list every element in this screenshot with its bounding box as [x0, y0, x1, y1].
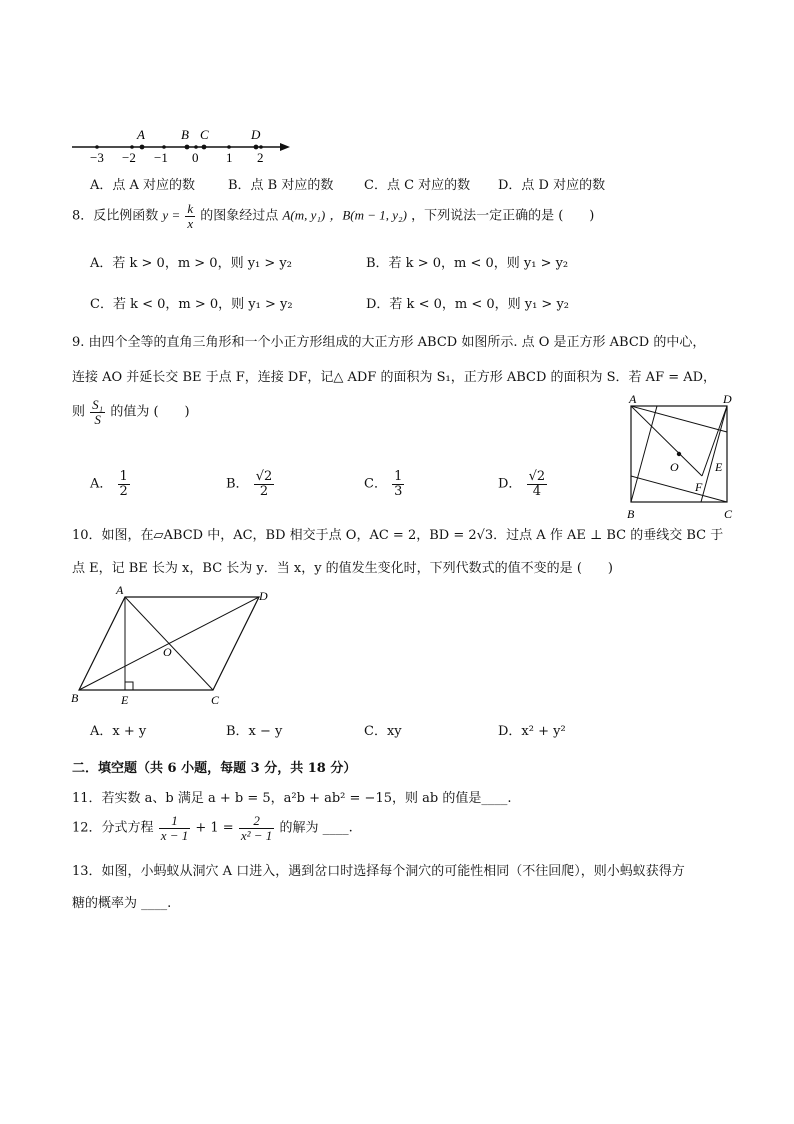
segment: [701, 406, 727, 502]
segment: [631, 406, 727, 432]
label-f: F: [695, 480, 703, 494]
label-b: B: [71, 691, 79, 705]
q8-point-a: A(m, y₁): [282, 207, 326, 223]
tick-dot: [130, 145, 134, 149]
q8-tail: ，下列说法一定正确的是 ( ): [411, 208, 595, 224]
q9-line-3: [72, 398, 190, 426]
q9-option-a-label: A．: [90, 476, 113, 492]
q12-fraction-1-den: x − 1: [160, 827, 189, 843]
point-a-dot: [140, 145, 145, 150]
q9-option-c-label: C．: [364, 476, 387, 492]
q9-option-a-fraction: [118, 470, 130, 498]
label-a: A: [629, 392, 637, 406]
q8-mid: 的图象经过点: [200, 208, 279, 224]
q8-func-den: x: [187, 215, 194, 231]
tick-label: −3: [90, 150, 104, 165]
q10-line-1: 10．如图，在▱ABCD 中，AC，BD 相交于点 O，AC = 2，BD = 2√3．过点 A 作 AE ⊥ BC 的垂线交 BC 于: [72, 528, 724, 543]
q8-func-num: k: [187, 201, 194, 216]
number-line-figure: [68, 122, 300, 168]
q9-option-b-num: √2: [255, 469, 273, 484]
q9-option-b[interactable]: [226, 470, 275, 498]
q12-fraction-2-num: 2: [239, 814, 274, 829]
q8-point-b: ，B(m − 1, y₂): [329, 207, 407, 223]
q7-option-a[interactable]: A．点 A 对应的数: [90, 178, 196, 193]
q12-fraction-1-num: 1: [159, 814, 191, 829]
tick-label: −2: [122, 150, 136, 165]
q9-option-c-den: 3: [394, 483, 403, 499]
label-c: C: [211, 693, 220, 707]
q9-option-d-num: √2: [528, 469, 546, 484]
q8-option-b[interactable]: B．若 k > 0，m < 0，则 y₁ > y₂: [366, 256, 569, 271]
q9-option-d-fraction: [527, 470, 548, 498]
q9-option-c[interactable]: [364, 470, 405, 498]
label-o: O: [670, 460, 679, 474]
point-label-d: D: [251, 127, 261, 142]
q12-mid: + 1 =: [195, 820, 234, 836]
q9-option-d[interactable]: [498, 470, 548, 498]
q8-option-c[interactable]: C．若 k < 0，m > 0，则 y₁ > y₂: [90, 297, 293, 312]
label-c: C: [724, 507, 733, 521]
center-o-dot: [677, 452, 681, 456]
q10-line-2: 点 E，记 BE 长为 x，BC 长为 y．当 x，y 的值发生变化时，下列代数式的值不变的是 ( ): [72, 561, 613, 576]
label-b: B: [627, 507, 635, 521]
point-label-a: A: [137, 127, 145, 142]
section-title: 二．填空题（共 6 小题，每题 3 分，共 18 分）: [72, 761, 357, 776]
tick-dot: [194, 145, 198, 149]
q10-option-d[interactable]: D．x² + y²: [498, 724, 566, 739]
q9-option-b-label: B．: [226, 476, 249, 492]
q7-option-d[interactable]: D．点 D 对应的数: [498, 178, 606, 193]
q12-fraction-1: [159, 814, 191, 842]
q8-func-fraction: [185, 202, 195, 230]
q10-option-b[interactable]: B．x − y: [226, 724, 283, 739]
label-o: O: [163, 645, 172, 659]
tick-dot: [162, 145, 166, 149]
q9-option-c-fraction: [392, 470, 404, 498]
q12-suffix: 的解为 ____.: [279, 820, 353, 836]
q7-option-c[interactable]: C．点 C 对应的数: [364, 178, 471, 193]
q8-prefix: 8．反比例函数: [72, 208, 159, 224]
q12-text: [72, 814, 353, 842]
q12-fraction-2: [239, 814, 274, 842]
segment: [631, 406, 657, 502]
diagonal-bd: [79, 597, 259, 690]
q12-fraction-2-den: x² − 1: [240, 827, 273, 843]
point-c-dot: [202, 145, 207, 150]
point-d-dot: [254, 145, 259, 150]
point-b-dot: [185, 145, 190, 150]
label-d: D: [259, 589, 268, 603]
q8-stem: [72, 202, 594, 230]
q8-func-lhs: y =: [162, 207, 181, 223]
q9-option-a[interactable]: [90, 470, 131, 498]
tick-dot: [95, 145, 99, 149]
point-label-c: C: [200, 127, 209, 142]
q12-prefix: 12．分式方程: [72, 820, 154, 836]
q9-square-figure: [620, 392, 744, 522]
q10-parallelogram-figure: [68, 582, 278, 710]
tick-label: −1: [154, 150, 168, 165]
tick-label: 2: [257, 150, 264, 165]
q8-option-a[interactable]: A．若 k > 0，m > 0，则 y₁ > y₂: [90, 256, 292, 271]
q9-option-d-label: D．: [498, 476, 522, 492]
label-e: E: [121, 693, 129, 707]
q9-line-1: 9. 由四个全等的直角三角形和一个小正方形组成的大正方形 ABCD 如图所示. 点 O 是正方形 ABCD 的中心，: [72, 335, 706, 350]
label-d: D: [723, 392, 732, 406]
label-e: E: [715, 460, 723, 474]
tick-dot: [227, 145, 231, 149]
q13-line-1: 13．如图，小蚂蚁从洞穴 A 口进入，遇到岔口时选择每个洞穴的可能性相同（不往回爬），则小蚂蚁获得方: [72, 864, 685, 879]
q9-line-2: 连接 AO 并延长交 BE 于点 F，连接 DF，记△ ADF 的面积为 S₁，正方形 ABCD 的面积为 S．若 AF = AD，: [72, 370, 717, 385]
tick-label: 0: [192, 150, 199, 165]
q9-ratio-num: S₁: [92, 397, 104, 412]
q8-option-d[interactable]: D．若 k < 0，m < 0，则 y₁ > y₂: [366, 297, 570, 312]
segment: [631, 476, 727, 502]
right-angle-mark: [125, 682, 133, 690]
q9-line3-suffix: 的值为 ( ): [110, 404, 190, 420]
q10-option-c[interactable]: C．xy: [364, 724, 402, 739]
q9-option-a-num: 1: [119, 469, 128, 484]
tick-label: 1: [226, 150, 233, 165]
q9-option-d-den: 4: [532, 483, 541, 499]
q9-ratio-den: S: [94, 411, 101, 427]
q9-option-a-den: 2: [119, 483, 128, 499]
q9-option-b-den: 2: [259, 483, 269, 499]
number-line-arrow: [280, 143, 290, 151]
q9-option-c-num: 1: [394, 469, 403, 484]
q9-ratio-fraction: [90, 398, 105, 426]
tick-dot: [259, 145, 263, 149]
point-label-b: B: [181, 127, 189, 142]
label-a: A: [116, 583, 124, 597]
q10-option-a[interactable]: A．x + y: [90, 724, 147, 739]
q7-option-b[interactable]: B．点 B 对应的数: [228, 178, 334, 193]
q9-line3-prefix: 则: [72, 404, 86, 420]
q11-text: 11．若实数 a、b 满足 a + b = 5，a²b + ab² = −15，则 ab 的值是____.: [72, 791, 512, 806]
segment-af: [631, 406, 702, 476]
q13-line-2: 糖的概率为 ____.: [72, 896, 172, 911]
q9-option-b-fraction: [254, 470, 275, 498]
